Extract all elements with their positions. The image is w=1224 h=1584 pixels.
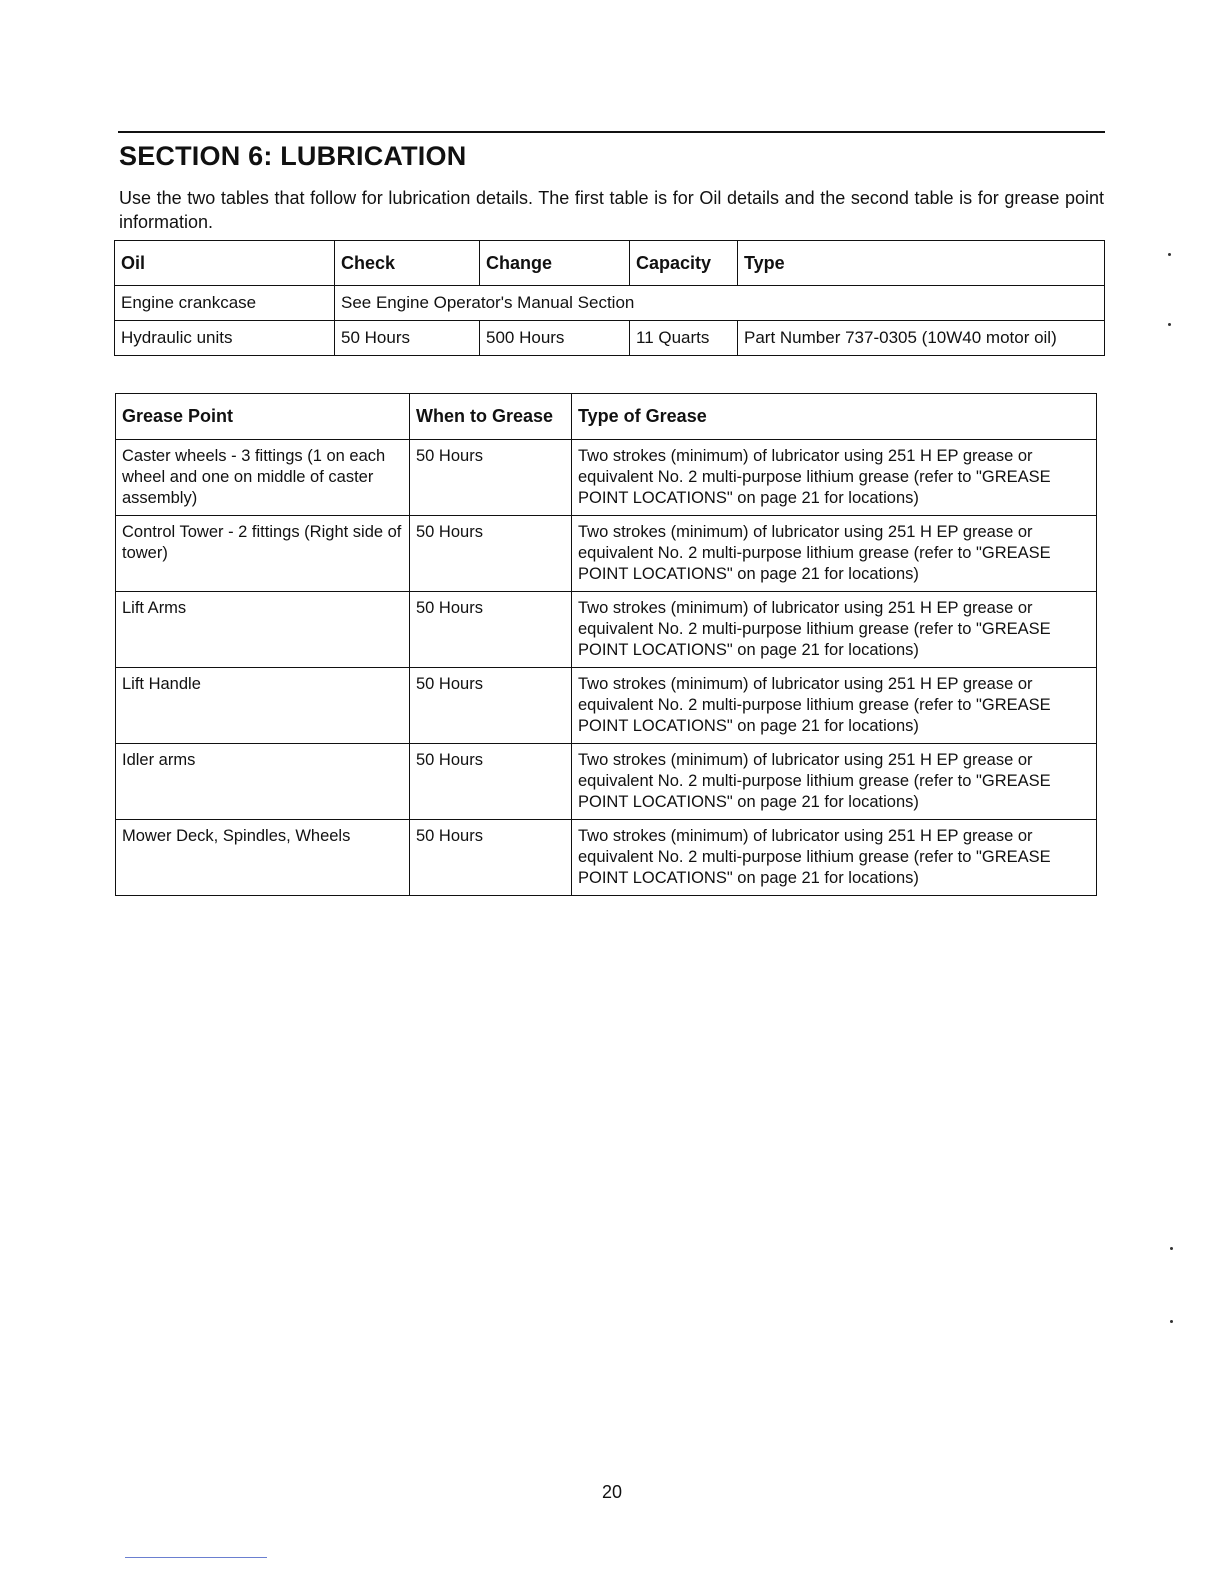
grease-point-cell: Lift Arms	[116, 592, 410, 668]
table-row	[116, 744, 1097, 820]
grease-point-cell: Idler arms	[116, 744, 410, 820]
grease-header-when: When to Grease	[410, 394, 572, 440]
grease-point-cell: Control Tower - 2 fittings (Right side of tower)	[116, 516, 410, 592]
scan-speck	[1168, 323, 1171, 326]
oil-table	[114, 240, 1105, 356]
capacity-cell: 11 Quarts	[630, 321, 738, 356]
grease-type-cell: Two strokes (minimum) of lubricator using 251 H EP grease or equivalent No. 2 multi-purpose lithium grease (refer to "GREASE POINT LOCATIONS" on page 21 for locations)	[572, 516, 1097, 592]
grease-type-cell: Two strokes (minimum) of lubricator using 251 H EP grease or equivalent No. 2 multi-purpose lithium grease (refer to "GREASE POINT LOCATIONS" on page 21 for locations)	[572, 744, 1097, 820]
grease-table-header-row	[116, 394, 1097, 440]
table-row	[115, 286, 1105, 321]
oil-cell: Hydraulic units	[115, 321, 335, 356]
footer-rule	[125, 1557, 267, 1558]
table-row	[116, 440, 1097, 516]
grease-point-cell: Mower Deck, Spindles, Wheels	[116, 820, 410, 896]
grease-type-cell: Two strokes (minimum) of lubricator using 251 H EP grease or equivalent No. 2 multi-purpose lithium grease (refer to "GREASE POINT LOCATIONS" on page 21 for locations)	[572, 592, 1097, 668]
oil-header-oil: Oil	[115, 241, 335, 286]
oil-header-type: Type	[738, 241, 1105, 286]
grease-type-cell: Two strokes (minimum) of lubricator using 251 H EP grease or equivalent No. 2 multi-purpose lithium grease (refer to "GREASE POINT LOCATIONS" on page 21 for locations)	[572, 440, 1097, 516]
table-row	[116, 668, 1097, 744]
when-cell: 50 Hours	[410, 592, 572, 668]
grease-point-cell: Lift Handle	[116, 668, 410, 744]
scan-speck	[1170, 1320, 1173, 1323]
grease-type-cell: Two strokes (minimum) of lubricator using 251 H EP grease or equivalent No. 2 multi-purpose lithium grease (refer to "GREASE POINT LOCATIONS" on page 21 for locations)	[572, 668, 1097, 744]
table-row	[115, 321, 1105, 356]
scan-speck	[1170, 1247, 1173, 1250]
oil-header-capacity: Capacity	[630, 241, 738, 286]
table-row	[116, 516, 1097, 592]
table-row	[116, 820, 1097, 896]
check-cell: 50 Hours	[335, 321, 480, 356]
table-row	[116, 592, 1097, 668]
scan-speck	[1168, 253, 1171, 256]
oil-table-header-row	[115, 241, 1105, 286]
when-cell: 50 Hours	[410, 516, 572, 592]
section-top-rule	[118, 131, 1105, 133]
grease-point-cell: Caster wheels - 3 fittings (1 on each wheel and one on middle of caster assembly)	[116, 440, 410, 516]
page-number: 20	[601, 1482, 623, 1502]
when-cell: 50 Hours	[410, 744, 572, 820]
grease-header-type: Type of Grease	[572, 394, 1097, 440]
type-cell: Part Number 737-0305 (10W40 motor oil)	[738, 321, 1105, 356]
change-cell: 500 Hours	[480, 321, 630, 356]
section-title: SECTION 6: LUBRICATION	[119, 141, 467, 171]
oil-header-change: Change	[480, 241, 630, 286]
oil-cell: Engine crankcase	[115, 286, 335, 321]
grease-table	[115, 393, 1097, 896]
intro-paragraph: Use the two tables that follow for lubrication details. The first table is for Oil details and the second table is for grease point information.	[119, 188, 1104, 232]
when-cell: 50 Hours	[410, 440, 572, 516]
when-cell: 50 Hours	[410, 668, 572, 744]
when-cell: 50 Hours	[410, 820, 572, 896]
oil-note-cell: See Engine Operator's Manual Section	[335, 286, 1105, 321]
grease-header-point: Grease Point	[116, 394, 410, 440]
grease-type-cell: Two strokes (minimum) of lubricator using 251 H EP grease or equivalent No. 2 multi-purpose lithium grease (refer to "GREASE POINT LOCATIONS" on page 21 for locations)	[572, 820, 1097, 896]
oil-header-check: Check	[335, 241, 480, 286]
